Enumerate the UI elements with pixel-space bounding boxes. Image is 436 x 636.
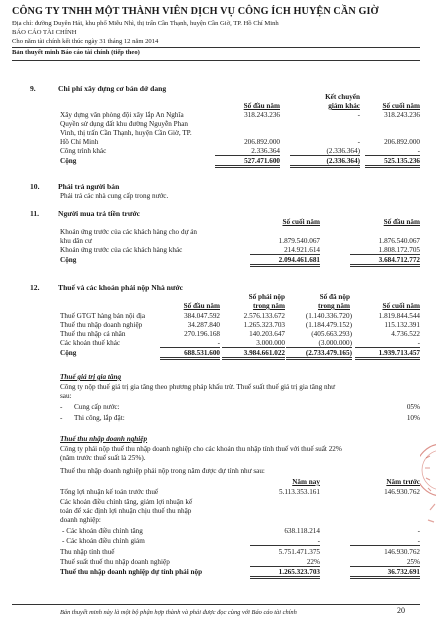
cit-total-this: 1.265.323.703 xyxy=(250,568,320,579)
cit-row-4-prev: - xyxy=(350,537,420,546)
s12-row-2-label: Thuế thu nhập doanh nghiệp xyxy=(60,321,143,329)
vat-desc-1: Công ty nộp thuế giá trị gia tăng theo phương pháp khấu trừ. Thuế suất thuế giá trị gia tăng như xyxy=(60,383,336,391)
s12-col-close: Số cuối năm xyxy=(382,302,420,310)
s12-col-payable-1: Số phải nộp xyxy=(248,293,285,301)
cit-col-prev: Năm trước xyxy=(386,478,420,486)
s11-col-close: Số cuối năm xyxy=(282,218,320,226)
company-name: CÔNG TY TNHH MỘT THÀNH VIÊN DỊCH VỤ CÔNG ÍCH HUYỆN CẦN GIỜ xyxy=(12,6,379,17)
s11-col-open: Số đầu năm xyxy=(383,218,420,226)
cit-row-6-this: 22% xyxy=(250,558,320,567)
cit-total-label: Thuế thu nhập doanh nghiệp dự tính phải nộp xyxy=(60,568,203,576)
section-10-title: 10. Phải trả người bán xyxy=(30,182,120,191)
s10-desc: Phải trả các nhà cung cấp trong nước. xyxy=(60,192,169,200)
s9-row-3-close: - xyxy=(365,147,420,156)
cit-row-6-prev: 25% xyxy=(350,558,420,567)
s9-row-1-open: 318.243.236 xyxy=(244,111,280,119)
s11-row-2-label: Khoản ứng trước của các khách hàng khác xyxy=(60,246,183,254)
report-period: Cho năm tài chính kết thúc ngày 31 tháng 12 năm 2014 xyxy=(12,38,159,45)
company-address: Địa chỉ: đường Duyên Hải, khu phố Miễu Nhì, thị trấn Cần Thạnh, huyện Cần Giờ, TP. Hồ Chí Minh xyxy=(12,20,279,27)
cit-row-3-this: 638.118.214 xyxy=(284,527,320,535)
footer-divider xyxy=(12,604,420,605)
s12-row-1-paid: (1.140.336.720) xyxy=(305,312,352,320)
s11-total-label: Cộng xyxy=(60,256,77,264)
s9-col-transfer-1: Kết chuyển xyxy=(325,93,360,101)
s9-total-transfer: (2.336.364) xyxy=(290,157,360,168)
s12-col-paid-2: trong năm xyxy=(317,302,350,310)
cit-row-1-this: 5.113.353.161 xyxy=(278,488,320,496)
cit-row-2-label-1: Các khoản điều chỉnh tăng, giảm lợi nhuận kế xyxy=(60,498,193,506)
section-12-title: 12. Thuế và các khoản phải nộp Nhà nước xyxy=(30,283,184,292)
vat-item-2-dash: - xyxy=(60,414,63,422)
notes-title: Bản thuyết minh Báo cáo tài chính (tiếp theo) xyxy=(12,49,140,56)
s9-row-2-label-1: Quyền sử dụng đất khu đường Nguyễn Phan xyxy=(60,120,188,128)
s12-row-2-paid: (1.184.479.152) xyxy=(305,321,352,329)
s12-row-1-payable: 2.576.133.672 xyxy=(243,312,285,320)
s9-row-3-label: Công trình khác xyxy=(60,147,107,155)
s12-row-4-payable: 3.000.000 xyxy=(222,339,285,348)
s12-col-paid-1: Số đã nộp xyxy=(319,293,350,301)
s12-row-1-close: 1.819.844.544 xyxy=(378,312,420,320)
cit-row-4-label: - Các khoản điều chỉnh giảm xyxy=(62,537,145,545)
s12-total-close: 1.939.713.457 xyxy=(355,349,420,360)
s12-total-open: 688.531.600 xyxy=(160,349,220,360)
cit-row-1-label: Tổng lợi nhuận kế toán trước thuế xyxy=(60,488,159,496)
cit-title: Thuế thu nhập doanh nghiệp xyxy=(60,435,148,443)
s12-row-3-payable: 140.203.647 xyxy=(249,330,285,338)
s12-total-label: Cộng xyxy=(60,349,77,357)
s11-row-1-close: 1.879.540.067 xyxy=(278,237,320,245)
cit-row-3-prev: - xyxy=(417,527,420,535)
s12-row-3-paid: (405.663.293) xyxy=(311,330,352,338)
page-number: 20 xyxy=(397,606,405,615)
cit-row-2-label-3: doanh nghiệp: xyxy=(60,516,101,524)
s9-row-2-open: 206.892.000 xyxy=(244,138,280,146)
s11-row-2-close: 214.921.614 xyxy=(250,246,320,255)
section-11-title: 11. Người mua trả tiền trước xyxy=(30,209,141,218)
s12-row-4-open: - xyxy=(160,339,220,348)
s9-col-transfer-2: giảm khác xyxy=(328,102,360,110)
vat-title: Thuế giá trị gia tăng xyxy=(60,373,122,381)
section-9-title: 9. Chi phí xây dựng cơ bản dở dang xyxy=(30,84,167,93)
s9-row-1-label: Xây dựng văn phòng đội xây lắp An Nghĩa xyxy=(60,111,184,119)
cit-col-this: Năm nay xyxy=(292,478,320,486)
s11-row-2-open: 1.808.172.705 xyxy=(350,246,420,255)
cit-desc-1: Công ty phải nộp thuế thu nhập doanh nghiệp cho các khoản thu nhập tính thuế với thuế suất 22% xyxy=(60,445,342,453)
header-divider-bottom xyxy=(12,60,420,61)
s11-row-1-label-1: Khoản ứng trước của các khách hàng cho dự án xyxy=(60,228,198,236)
s9-row-2-close: 206.892.000 xyxy=(384,138,420,146)
cit-desc-2: (năm trước thuế suất là 25%). xyxy=(60,454,146,462)
s12-row-3-label: Thuế thu nhập cá nhân xyxy=(60,330,126,338)
report-title: BÁO CÁO TÀI CHÍNH xyxy=(12,29,77,36)
s12-total-paid: (2.733.479.165) xyxy=(286,349,352,360)
cit-row-5-prev: 146.930.762 xyxy=(384,548,420,556)
cit-row-1-prev: 146.930.762 xyxy=(384,488,420,496)
cit-row-4-this: - xyxy=(250,537,320,546)
s12-row-3-close: 4.736.522 xyxy=(391,330,420,338)
s12-col-payable-2: trong năm xyxy=(252,302,285,310)
cit-row-5-this: 5.751.471.375 xyxy=(278,548,320,556)
s9-row-3-transfer: (2.336.364) xyxy=(290,147,360,156)
cit-row-2-label-2: toán để xác định lợi nhuận chịu thuế thu nhập xyxy=(60,507,192,515)
cit-desc-3: Thuế thu nhập doanh nghiệp phải nộp trong năm được dự tính như sau: xyxy=(60,467,265,475)
s9-total-open: 527.471.600 xyxy=(215,157,280,168)
footer-note: Bản thuyết minh này là một bộ phận hợp thành và phải được đọc cùng với Báo cáo tài chính xyxy=(60,609,297,616)
vat-desc-2: sau: xyxy=(60,392,72,400)
s9-total-label: Cộng xyxy=(60,157,77,165)
s12-row-2-close: 115.132.391 xyxy=(384,321,420,329)
vat-item-1-dash: - xyxy=(60,403,63,411)
s11-row-1-open: 1.876.540.067 xyxy=(378,237,420,245)
s9-row-2-label-2: Vinh, thị trấn Cần Thạnh, huyện Cần Giờ, TP. xyxy=(60,129,192,137)
s12-col-open: Số đầu năm xyxy=(183,302,220,310)
s9-col-open: Số đầu năm xyxy=(243,102,280,110)
s9-row-3-open: 2.336.364 xyxy=(215,147,280,156)
vat-item-1-label: Cung cấp nước: xyxy=(74,403,120,411)
vat-item-1-rate: 05% xyxy=(406,403,420,411)
vat-item-2-label: Thi công, lắp đặt: xyxy=(74,414,125,422)
s12-row-4-close: - xyxy=(355,339,420,348)
s9-row-2-label-3: Hồ Chí Minh xyxy=(60,138,99,146)
s11-row-1-label-2: khu dân cư xyxy=(60,237,92,245)
s9-row-2-transfer: - xyxy=(357,138,360,146)
header-divider xyxy=(12,47,420,48)
s11-total-close: 2.094.461.681 xyxy=(250,256,320,267)
s12-row-1-label: Thuế GTGT hàng bán nội địa xyxy=(60,312,146,320)
s12-row-2-payable: 1.265.323.703 xyxy=(243,321,285,329)
s12-row-4-label: Các khoản thuế khác xyxy=(60,339,121,347)
cit-row-6-label: Thuế suất thuế thu nhập doanh nghiệp xyxy=(60,558,170,566)
cit-total-prev: 36.732.691 xyxy=(350,568,420,579)
s9-total-close: 525.135.236 xyxy=(365,157,420,168)
s12-total-payable: 3.984.661.022 xyxy=(222,349,285,360)
s12-row-1-open: 384.047.592 xyxy=(184,312,220,320)
cit-row-5-label: Thu nhập tính thuế xyxy=(60,548,115,556)
cit-row-3-label: - Các khoản điều chỉnh tăng xyxy=(62,527,143,535)
s9-row-1-transfer: - xyxy=(357,111,360,119)
s9-col-close: Số cuối năm xyxy=(382,102,420,110)
stamp-seal xyxy=(420,430,436,540)
s12-row-2-open: 34.287.840 xyxy=(187,321,220,329)
s12-row-4-paid: (3.000.000) xyxy=(286,339,352,348)
s9-row-1-close: 318.243.236 xyxy=(384,111,420,119)
s12-row-3-open: 270.196.168 xyxy=(184,330,220,338)
vat-item-2-rate: 10% xyxy=(406,414,420,422)
s11-total-open: 3.684.712.772 xyxy=(350,256,420,267)
